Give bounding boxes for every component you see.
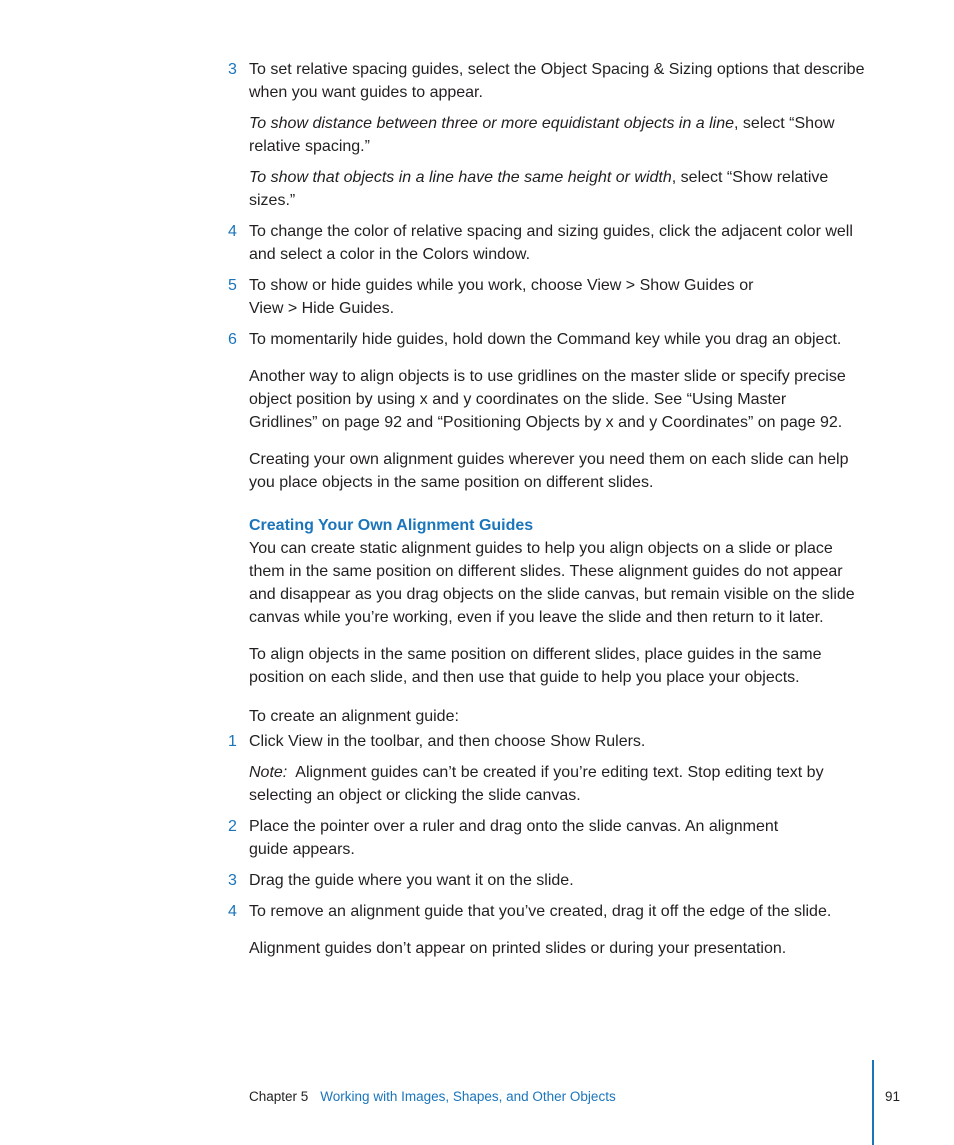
step-text: To remove an alignment guide that you’ve created, drag it off the edge of the slide. (249, 903, 832, 920)
step-text: To show or hide guides while you work, choose View > Show Guides or View > Hide Guides. (249, 277, 754, 317)
note-italic: To show distance between three or more equidistant objects in a line (249, 115, 735, 132)
task-heading: To create an alignment guide: (249, 708, 459, 725)
step-number: 6 (228, 331, 237, 348)
page-number: 91 (885, 1089, 901, 1104)
note-text (249, 761, 869, 807)
note (0, 761, 869, 807)
step-number: 3 (228, 61, 237, 78)
step-text: Drag the guide where you want it on the slide. (249, 872, 574, 889)
body-paragraph (0, 537, 869, 629)
step-item (0, 730, 869, 753)
step-text: To change the color of relative spacing and sizing guides, click the adjacent color well and select a color in the Colors window. (249, 223, 853, 263)
paragraph-text: To align objects in the same position on different slides, place guides in the same position on each slide, and then use that guide to help you place your objects. (249, 646, 822, 686)
note-rest: , select “Show relative spacing.” (249, 115, 835, 155)
step-number: 5 (228, 277, 237, 294)
paragraph-text: Creating your own alignment guides wherever you need them on each slide can help you place objects in the same position on different slides. (249, 451, 849, 491)
step-item (0, 900, 869, 923)
step-item (0, 869, 869, 892)
body-paragraph (0, 448, 869, 494)
step-note (0, 112, 869, 158)
step-text: Click View in the toolbar, and then choose Show Rulers. (249, 733, 646, 750)
paragraph-text: Another way to align objects is to use gridlines on the master slide or specify precise object position by using x and y coordinates on the slide. See “Using Master Gridlines” on page 92 and “Positioning Objects by x and y Coordinates” on page 92. (249, 368, 846, 431)
step-number: 4 (228, 903, 237, 920)
step-item (0, 58, 869, 104)
step-number: 2 (228, 818, 237, 835)
footer-divider (872, 1060, 874, 1145)
step-item (0, 328, 869, 351)
body-paragraph (0, 937, 869, 960)
chapter-label: Chapter 5 (249, 1089, 309, 1104)
step-item (0, 220, 869, 266)
step-text: To momentarily hide guides, hold down the Command key while you drag an object. (249, 331, 842, 348)
page-body (0, 58, 954, 960)
step-item (0, 815, 869, 861)
step-number: 4 (228, 223, 237, 240)
step-note (0, 166, 869, 212)
step-text: To set relative spacing guides, select the Object Spacing & Sizing options that describe when you want guides to appear. (249, 61, 865, 101)
paragraph-text: You can create static alignment guides to help you align objects on a slide or place them in the same position on different slides. These alignment guides do not appear and disappear as you drag objects on the slide canvas, but remain visible on the slide canvas while you’re working, even if you leave the slide and then return to it later. (249, 540, 855, 626)
step-number: 3 (228, 872, 237, 889)
page-footer (249, 1088, 616, 1106)
step-item (0, 274, 869, 320)
step-note-text (249, 166, 869, 212)
step-number: 1 (228, 733, 237, 750)
note-rest: , select “Show relative sizes.” (249, 169, 829, 209)
body-paragraph (0, 365, 869, 434)
section-heading: Creating Your Own Alignment Guides (249, 517, 534, 534)
body-paragraph (0, 643, 869, 689)
paragraph-text: Alignment guides don’t appear on printed slides or during your presentation. (249, 940, 787, 957)
step-text: Place the pointer over a ruler and drag onto the slide canvas. An alignment guide appears. (249, 818, 779, 858)
note-italic: To show that objects in a line have the same height or width (249, 169, 672, 186)
note-label: Note: (249, 764, 288, 781)
step-note-text (249, 112, 869, 158)
note-body: Alignment guides can’t be created if you’re editing text. Stop editing text by selecting an object or clicking the slide canvas. (249, 764, 824, 804)
chapter-title: Working with Images, Shapes, and Other Objects (320, 1089, 616, 1104)
